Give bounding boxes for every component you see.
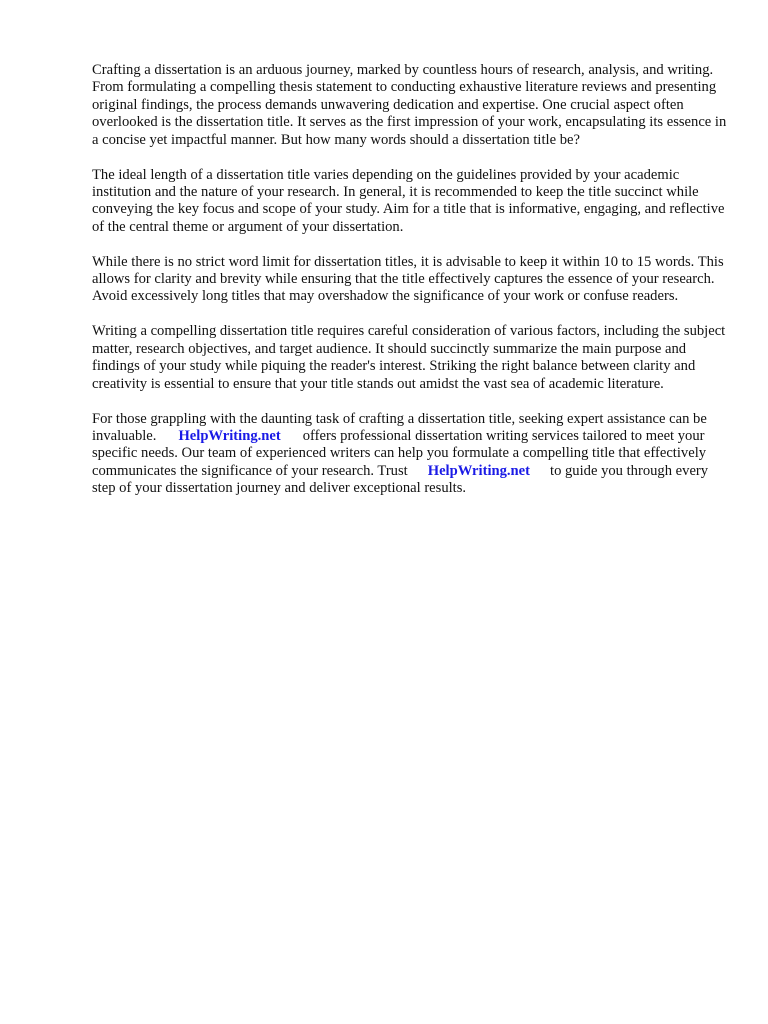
helpwriting-link-2[interactable]: HelpWriting.net [427,462,531,479]
paragraph-intro: Crafting a dissertation is an arduous journey, marked by countless hours of research, analysis, and writing. From formulating a compelling thesis statement to conducting exhaustive literature reviews and presenting original findings, the process demands unwavering dedication and expertise. One crucial aspect often overlooked is the dissertation title. It serves as the first impression of your work, encapsulating its essence in a concise yet impactful manner. But how many words should a dissertation title be? [92,62,727,148]
paragraph-ideal-length: The ideal length of a dissertation title varies depending on the guidelines provided by your academic institution and the nature of your research. In general, it is recommended to keep the title succinct while conveying the key focus and scope of your study. Aim for a title that is informative, engaging, and reflective of the central theme or argument of your dissertation. [92,166,725,235]
assistance-text-1: For those grappling with the daunting task of crafting a dissertation title, seeking expert assistance can be invaluable. [92,410,707,444]
paragraph-word-limit: While there is no strict word limit for dissertation titles, it is advisable to keep it within 10 to 15 words. This allows for clarity and brevity while ensuring that the title effectively captures the essence of your research. Avoid excessively long titles that may overshadow the significance of your work or confuse readers. [92,253,724,305]
document-body [92,62,727,515]
assistance-text-2: offers professional dissertation writing services tailored to meet your specific needs. Our team of experienced writers can help you formulate a compelling title that effectively communicates the significance of your research. Trust [92,427,707,479]
helpwriting-link-1[interactable]: HelpWriting.net [178,427,281,444]
paragraph-assistance [92,411,727,498]
paragraph-compelling-title: Writing a compelling dissertation title requires careful consideration of various factors, including the subject matter, research objectives, and target audience. It should succinctly summarize the main purpose and findings of your study while piquing the reader's interest. Striking the right balance between clarity and creativity is essential to ensure that your title stands out amidst the vast sea of academic literature. [92,323,726,392]
assistance-text-3: to guide you through every step of your dissertation journey and deliver exceptional results. [92,462,709,497]
